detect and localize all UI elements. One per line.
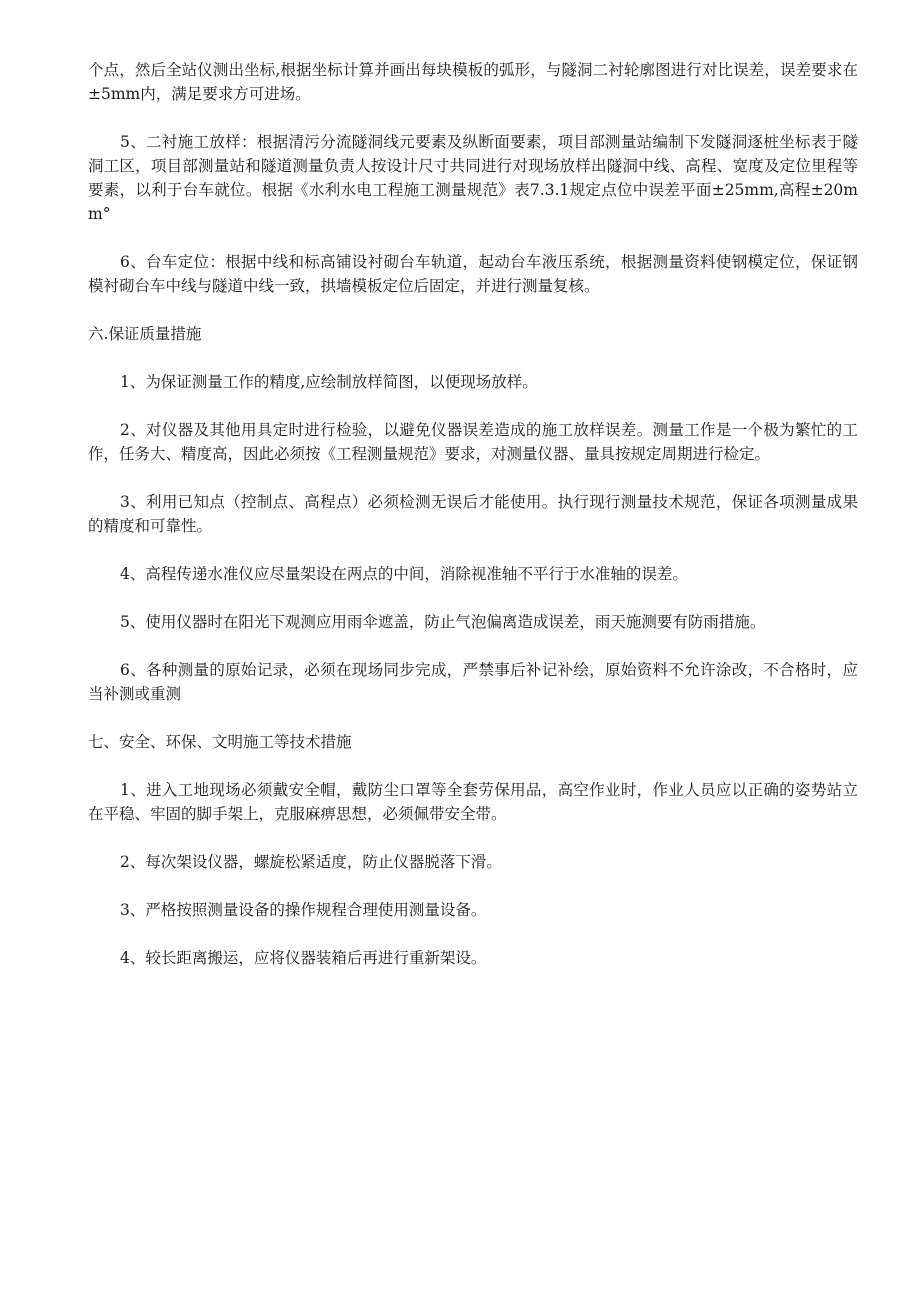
paragraph-quality-1: 1、为保证测量工作的精度,应绘制放样简图，以便现场放样。 <box>120 373 538 391</box>
paragraph-quality-3: 3、利用已知点（控制点、高程点）必须检测无误后才能使用。执行现行测量技术规范，保证各项测量成果的精度和可靠性。 <box>88 493 858 535</box>
paragraph-safety-4: 4、较长距离搬运，应将仪器装箱后再进行重新架设。 <box>120 949 487 967</box>
paragraph-safety-3: 3、严格按照测量设备的操作规程合理使用测量设备。 <box>120 901 487 919</box>
paragraph-quality-6: 6、各种测量的原始记录，必须在现场同步完成，严禁事后补记补绘，原始资料不允许涂改，不合格时，应当补测或重测 <box>88 661 858 703</box>
paragraph-safety-2: 2、每次架设仪器，螺旋松紧适度，防止仪器脱落下滑。 <box>120 853 502 871</box>
paragraph-trolley-positioning: 6、台车定位：根据中线和标高铺设衬砌台车轨道，起动台车液压系统，根据测量资料使钢模定位，保证钢模衬砌台车中线与隧道中线一致，拱墙模板定位后固定，并进行测量复核。 <box>88 253 858 295</box>
paragraph-quality-5: 5、使用仪器时在阳光下观测应用雨伞遮盖，防止气泡偏离造成误差，雨天施测要有防雨措施。 <box>120 613 766 631</box>
paragraph-continuation: 个点，然后全站仪测出坐标,根据坐标计算并画出每块模板的弧形，与隧洞二衬轮廓图进行对比误差，误差要求在±5mm内，满足要求方可进场。 <box>88 61 858 103</box>
document-body <box>88 58 858 994</box>
paragraph-safety-1: 1、进入工地现场必须戴安全帽，戴防尘口罩等全套劳保用品，高空作业时，作业人员应以正确的姿势站立在平稳、牢固的脚手架上，克服麻痹思想，必须佩带安全带。 <box>88 781 858 823</box>
paragraph-quality-4: 4、高程传递水准仪应尽量架设在两点的中间，消除视准轴不平行于水准轴的误差。 <box>120 565 688 583</box>
section-heading-quality: 六.保证质量措施 <box>88 325 202 343</box>
paragraph-lining-setout: 5、二衬施工放样：根据清污分流隧洞线元要素及纵断面要素，项目部测量站编制下发隧洞逐桩坐标表于隧洞工区，项目部测量站和隧道测量负责人按设计尺寸共同进行对现场放样出隧洞中线、高程、宽度及定位里程等要素，以利于台车就位。根据《水利水电工程施工测量规范》表7.3.1规定点位中误差平面±25mm,高程±20mm° <box>88 133 858 223</box>
section-heading-safety: 七、安全、环保、文明施工等技术措施 <box>88 733 352 751</box>
paragraph-quality-2: 2、对仪器及其他用具定时进行检验，以避免仪器误差造成的施工放样误差。测量工作是一个极为繁忙的工作，任务大、精度高，因此必须按《工程测量规范》要求，对测量仪器、量具按规定周期进行检定。 <box>88 421 858 463</box>
